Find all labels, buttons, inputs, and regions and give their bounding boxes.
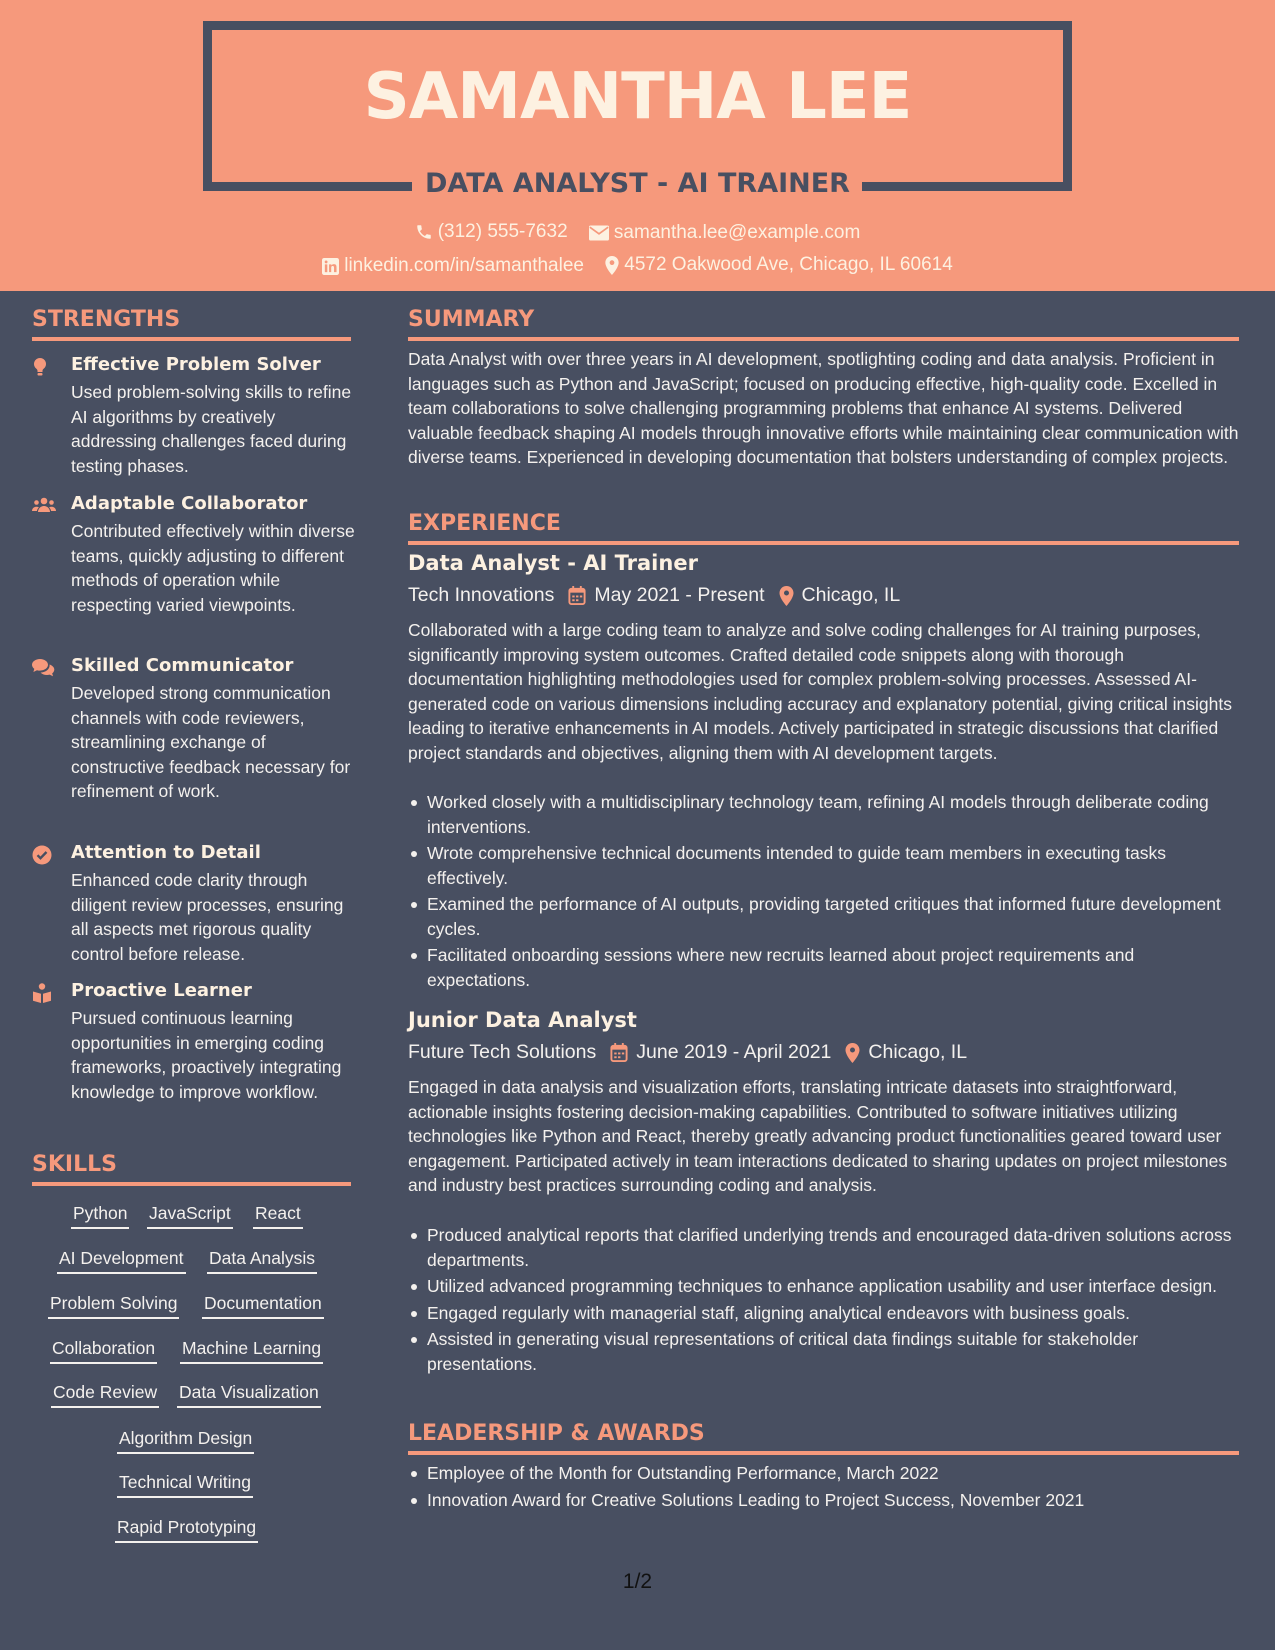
experience-rule xyxy=(408,541,1239,545)
skill-tag: Technical Writing xyxy=(117,1472,253,1498)
job-bullet: Worked closely with a multidisciplinary technology team, refining AI models through deliberate coding interventions. xyxy=(408,790,1240,839)
award-item: Employee of the Month for Outstanding Performance, March 2022 xyxy=(408,1461,1240,1486)
strength-description: Pursued continuous learning opportunities in emerging coding frameworks, proactively integrating knowledge to improve workflow. xyxy=(71,1008,342,1102)
skill-tag: Algorithm Design xyxy=(117,1428,254,1454)
awards-rule xyxy=(408,1451,1239,1455)
phone-text: (312) 555-7632 xyxy=(437,221,568,242)
contact-phone[interactable] xyxy=(415,221,568,243)
skill-tag: Problem Solving xyxy=(48,1293,179,1319)
email-text: samantha.lee@example.com xyxy=(613,222,861,243)
job-company: Tech Innovations xyxy=(408,584,555,606)
comments-icon xyxy=(32,658,56,678)
strength-title: Skilled Communicator xyxy=(71,655,294,676)
job-bullet: Utilized advanced programming techniques to enhance application usability and user interface design. xyxy=(408,1274,1240,1299)
skill-tag: Collaboration xyxy=(50,1338,157,1364)
strength-title: Adaptable Collaborator xyxy=(71,493,308,514)
job-title: DATA ANALYST - AI TRAINER xyxy=(425,168,850,199)
contact-row-2 xyxy=(0,254,1275,281)
job-dates: June 2019 - April 2021 xyxy=(636,1041,832,1063)
summary-rule xyxy=(408,337,1239,341)
job-description: Engaged in data analysis and visualization efforts, translating intricate datasets into straightforward, actionable insights fostering decision-making capabilities. Contributed to software initiatives utilizing technologies like Python and React, thereby greatly advancing product functionalities geared toward user engagement. Participated actively in team interactions dedicated to sharing updates on project milestones and industry best practices surrounding coding and analysis. xyxy=(408,1077,1228,1195)
map-marker-icon xyxy=(779,586,794,606)
linkedin-text: linkedin.com/in/samanthalee xyxy=(344,255,584,276)
skills-heading: SKILLS xyxy=(32,1152,117,1177)
job-location: Chicago, IL xyxy=(868,1041,968,1063)
users-icon xyxy=(32,496,56,516)
skill-tag: Code Review xyxy=(51,1382,159,1408)
job-description: Collaborated with a large coding team to analyze and solve coding challenges for AI training purposes, significantly improving system outcomes. Crafted detailed code snippets along with thorough documentation highlighting methodologies used for complex problem-solving processes. Assessed AI-generated code on various dimensions including accuracy and explanatory potential, giving critical insights leading to iterative enhancements in AI models. Actively participated in strategic discussions that clarified project standards and objectives, aligning them with AI development targets. xyxy=(408,620,1232,763)
skill-tag: Data Visualization xyxy=(177,1382,321,1408)
job-bullet: Engaged regularly with managerial staff, aligning analytical endeavors with business goals. xyxy=(408,1301,1240,1326)
job-bullet: Wrote comprehensive technical documents intended to guide team members in executing tasks effectively. xyxy=(408,841,1240,890)
experience-heading: EXPERIENCE xyxy=(408,511,561,536)
skills-rule xyxy=(32,1182,351,1186)
job-role: Junior Data Analyst xyxy=(408,1008,637,1032)
strength-title: Attention to Detail xyxy=(71,842,261,863)
job-company: Future Tech Solutions xyxy=(408,1041,597,1063)
contact-row-1 xyxy=(0,221,1275,247)
awards-heading: LEADERSHIP & AWARDS xyxy=(408,1421,705,1446)
lightbulb-icon xyxy=(32,357,56,377)
job-bullets xyxy=(408,1223,1240,1376)
strengths-heading: STRENGTHS xyxy=(32,307,181,332)
phone-icon xyxy=(415,223,433,241)
skill-tag: React xyxy=(253,1203,303,1229)
envelope-icon xyxy=(589,225,609,241)
strength-title: Effective Problem Solver xyxy=(71,354,321,375)
strength-description: Contributed effectively within diverse teams, quickly adjusting to different methods of operation while respecting varied viewpoints. xyxy=(71,521,355,615)
contact-email[interactable] xyxy=(589,222,860,244)
summary-text: Data Analyst with over three years in AI development, spotlighting coding and data analysis. Proficient in languages such as Python and JavaScript; focused on producing effective, high-quality code. Excelled in team collaborations to solve challenging programming problems that enhance AI systems. Delivered valuable feedback shaping AI models through innovative efforts while maintaining clear communication with diverse teams. Experienced in developing documentation that bolsters understanding of complex projects. xyxy=(408,349,1239,467)
book-reader-icon xyxy=(32,983,56,1003)
strength-description: Enhanced code clarity through diligent review processes, ensuring all aspects met rigorous quality control before release. xyxy=(71,870,344,964)
strength-description: Used problem-solving skills to refine AI algorithms by creatively addressing challenges faced during testing phases. xyxy=(71,382,352,476)
skill-tag: Python xyxy=(71,1203,129,1229)
awards-list xyxy=(408,1461,1240,1512)
strengths-rule xyxy=(32,337,351,341)
strength-description: Developed strong communication channels with code reviewers, streamlining exchange of constructive feedback necessary for refinement of work. xyxy=(71,683,351,801)
address-text: 4572 Oakwood Ave, Chicago, IL 60614 xyxy=(624,254,953,275)
skill-tag: Data Analysis xyxy=(207,1248,317,1274)
job-location: Chicago, IL xyxy=(801,584,901,606)
contact-address xyxy=(605,254,953,276)
page-number: 1/2 xyxy=(622,1570,653,1593)
job-bullet: Facilitated onboarding sessions where new recruits learned about project requirements and expectations. xyxy=(408,943,1240,992)
check-circle-icon xyxy=(32,845,56,865)
skill-tag: Machine Learning xyxy=(180,1338,323,1364)
calendar-icon xyxy=(568,586,586,605)
linkedin-icon xyxy=(322,258,339,275)
map-marker-icon xyxy=(605,256,619,275)
skill-tag: Rapid Prototyping xyxy=(115,1517,258,1543)
candidate-name: SAMANTHA LEE xyxy=(363,60,912,134)
skill-tag: JavaScript xyxy=(147,1203,233,1229)
skill-tag: AI Development xyxy=(57,1248,186,1274)
map-marker-icon xyxy=(845,1043,860,1063)
job-meta xyxy=(408,1041,967,1064)
contact-linkedin[interactable] xyxy=(322,255,584,277)
job-bullets xyxy=(408,790,1240,992)
job-meta xyxy=(408,584,900,607)
calendar-icon xyxy=(610,1043,628,1062)
job-bullet: Produced analytical reports that clarified underlying trends and encouraged data-driven solutions across departments. xyxy=(408,1223,1240,1272)
skill-tag: Documentation xyxy=(202,1293,324,1319)
award-item: Innovation Award for Creative Solutions Leading to Project Success, November 2021 xyxy=(408,1488,1240,1513)
summary-heading: SUMMARY xyxy=(408,307,535,332)
job-bullet: Assisted in generating visual representations of critical data findings suitable for stakeholder presentations. xyxy=(408,1327,1240,1376)
resume-header xyxy=(0,0,1275,291)
job-bullet: Examined the performance of AI outputs, providing targeted critiques that informed future development cycles. xyxy=(408,892,1240,941)
job-role: Data Analyst - AI Trainer xyxy=(408,551,698,575)
strength-title: Proactive Learner xyxy=(71,980,252,1001)
job-dates: May 2021 - Present xyxy=(594,584,765,606)
